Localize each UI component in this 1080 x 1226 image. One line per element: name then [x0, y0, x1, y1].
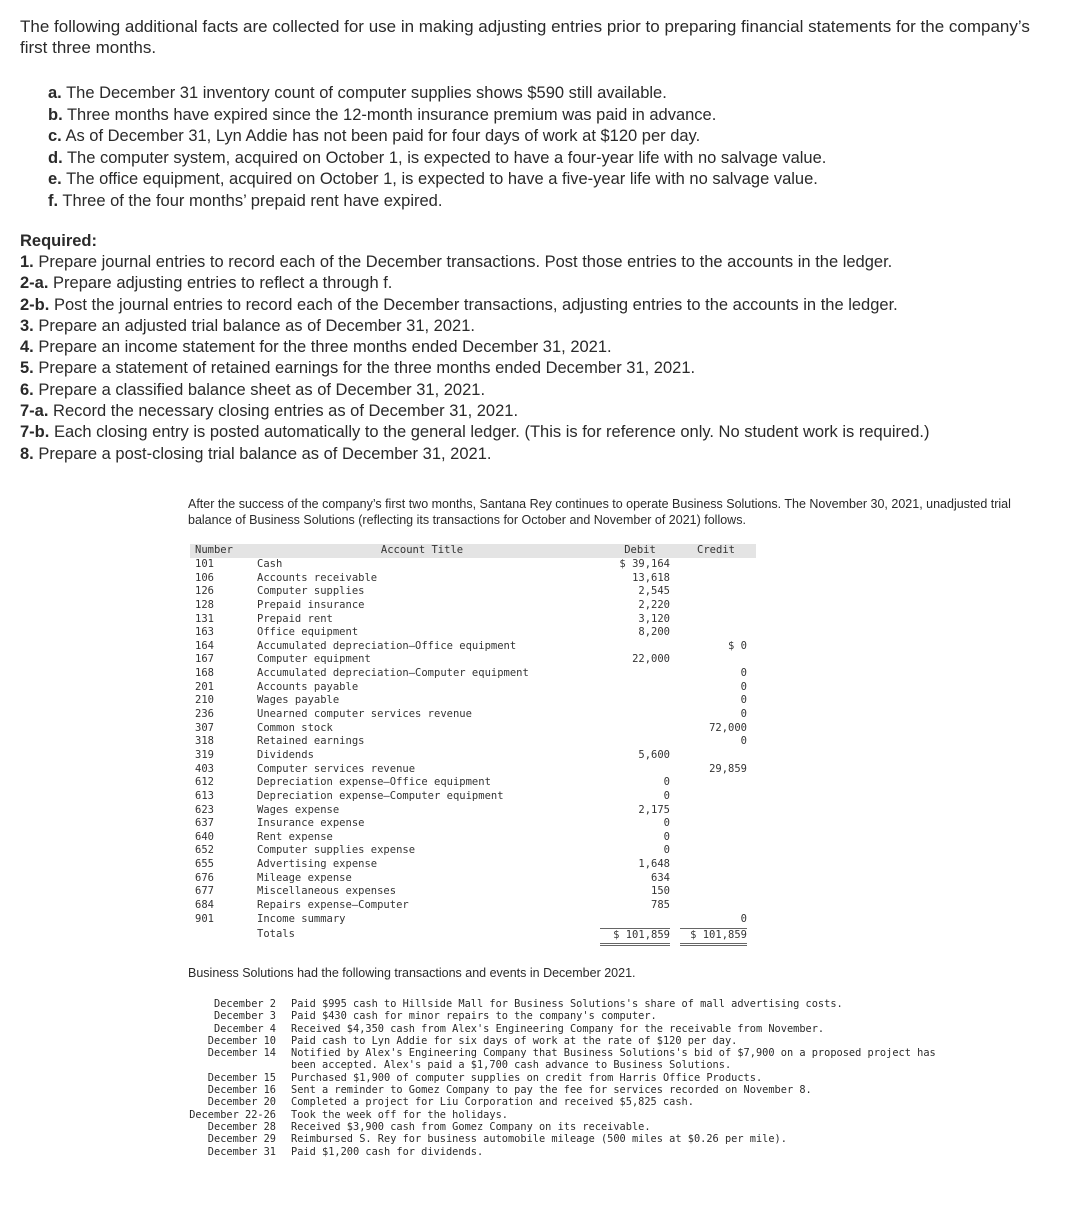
required-number: 1. [20, 253, 34, 271]
fact-letter: d. [48, 148, 63, 167]
debit-amount: 2,175 [638, 803, 670, 816]
account-number: 236 [195, 708, 214, 721]
transaction-item [186, 1146, 1066, 1158]
debit-amount: 634 [651, 871, 670, 884]
fact-text: As of December 31, Lyn Addie has not been paid for four days of work at $120 per day. [65, 127, 701, 145]
table-row [190, 804, 756, 818]
debit-amount: 0 [663, 789, 670, 802]
fact-item [48, 191, 826, 213]
account-title: Computer equipment [257, 653, 371, 666]
table-row [190, 817, 756, 831]
account-number: 126 [195, 585, 214, 598]
account-title: Advertising expense [257, 858, 378, 871]
trial-balance-totals-row [190, 928, 756, 942]
account-number: 318 [195, 735, 214, 748]
fact-text: Three of the four months’ prepaid rent have expired. [62, 191, 443, 210]
transaction-text: Received $4,350 cash from Alex's Engineering Company for the receivable from November. [291, 1022, 825, 1035]
required-text: Prepare adjusting entries to reflect a through f. [53, 274, 393, 293]
transaction-item [186, 1072, 1066, 1084]
trial-balance-body [190, 558, 756, 926]
account-title: Mileage expense [257, 871, 352, 884]
table-row [190, 626, 756, 640]
table-row [190, 749, 756, 763]
required-text: Prepare a post-closing trial balance as of December 31, 2021. [38, 444, 492, 463]
account-title: Accumulated depreciation—Office equipment [257, 639, 517, 652]
required-number: 8. [20, 444, 34, 463]
header-credit: Credit [697, 544, 735, 556]
account-title: Common stock [257, 721, 333, 734]
debit-amount: 22,000 [632, 653, 670, 666]
transaction-date: December 4 [214, 1022, 276, 1035]
required-item [20, 380, 1070, 401]
required-number: 5. [20, 359, 34, 378]
required-number: 6. [20, 380, 34, 399]
account-title: Office equipment [257, 626, 359, 639]
transaction-text: Purchased $1,900 of computer supplies on credit from Harris Office Products. [291, 1071, 763, 1084]
required-item [20, 358, 1070, 379]
table-row [190, 681, 756, 695]
transaction-date: December 16 [207, 1084, 276, 1097]
required-number: 3. [20, 316, 34, 335]
transaction-item [186, 1084, 1066, 1096]
credit-amount: 0 [740, 735, 747, 748]
required-number: 4. [20, 338, 34, 357]
trial-balance-intro: After the success of the company’s first two months, Santana Rey continues to operate Business Solutions. The November 30, 2021, unadjusted trial balance of Business Solutions (reflecting its transactions for October and November of 2021) follows. [188, 497, 1011, 527]
account-number: 101 [195, 558, 214, 570]
transaction-text: Paid cash to Lyn Addie for six days of work at the rate of $120 per day. [291, 1034, 738, 1047]
debit-amount: 0 [663, 844, 670, 857]
transaction-date: December 20 [207, 1096, 276, 1109]
required-text: Prepare a statement of retained earnings for the three months ended December 31, 2021. [38, 359, 696, 378]
required-item [20, 422, 1070, 443]
account-number: 168 [195, 667, 214, 680]
required-item [20, 273, 1070, 294]
transaction-item [186, 1035, 1066, 1047]
table-row [190, 899, 756, 913]
account-title: Cash [257, 558, 283, 570]
account-number: 319 [195, 748, 214, 761]
account-title: Insurance expense [257, 817, 365, 830]
transaction-date: December 2 [214, 998, 276, 1010]
header-debit: Debit [624, 544, 656, 556]
account-number: 901 [195, 912, 214, 925]
transaction-item [186, 1010, 1066, 1022]
transaction-item [186, 1109, 1066, 1121]
account-number: 128 [195, 598, 214, 611]
account-title: Accounts receivable [257, 571, 378, 584]
account-number: 652 [195, 844, 214, 857]
required-text: Prepare a classified balance sheet as of December 31, 2021. [38, 380, 486, 399]
account-title: Depreciation expense—Office equipment [257, 776, 491, 789]
debit-amount: 3,120 [638, 612, 670, 625]
account-title: Accumulated depreciation—Computer equipment [257, 667, 529, 680]
required-item [20, 337, 1070, 358]
table-row [190, 913, 756, 927]
fact-item [48, 148, 826, 170]
account-number: 640 [195, 830, 214, 843]
table-row [190, 708, 756, 722]
adjusting-facts-list [48, 83, 826, 212]
transaction-date: December 15 [207, 1071, 276, 1084]
debit-amount: $ 39,164 [619, 558, 670, 570]
fact-letter: e. [48, 170, 62, 188]
table-row [190, 885, 756, 899]
credit-amount: 29,859 [709, 762, 747, 775]
debit-amount: 2,220 [638, 598, 670, 611]
required-number: 7-b. [20, 423, 50, 442]
debit-amount: 5,600 [638, 748, 670, 761]
required-item [20, 444, 1070, 465]
fact-item [48, 105, 826, 127]
account-title: Prepaid rent [257, 612, 333, 625]
table-row [190, 763, 756, 777]
required-text: Prepare an income statement for the three months ended December 31, 2021. [38, 338, 612, 357]
required-item [20, 295, 1070, 316]
table-row [190, 844, 756, 858]
required-heading: Required: [20, 232, 98, 250]
transaction-item [186, 1133, 1066, 1145]
transactions-list [186, 998, 1066, 1158]
table-row [190, 640, 756, 654]
account-number: 164 [195, 639, 214, 652]
account-number: 210 [195, 694, 214, 707]
table-row [190, 653, 756, 667]
credit-amount: 0 [740, 912, 747, 925]
totals-debit: $ 101,859 [600, 928, 670, 946]
account-number: 613 [195, 789, 214, 802]
credit-amount: 0 [740, 694, 747, 707]
fact-item [48, 126, 826, 148]
transaction-text: Reimbursed S. Rey for business automobile mileage (500 miles at $0.26 per mile). [291, 1133, 787, 1146]
transaction-text: Completed a project for Liu Corporation and received $5,825 cash. [291, 1096, 694, 1109]
intro-paragraph: The following additional facts are collected for use in making adjusting entries prior to preparing financial statements for the company’s first three months. [20, 17, 1030, 57]
credit-amount: 0 [740, 667, 747, 680]
fact-letter: b. [48, 105, 63, 124]
transaction-date: December 14 [207, 1047, 276, 1060]
transaction-date: December 31 [207, 1145, 276, 1158]
debit-amount: 1,648 [638, 858, 670, 871]
transaction-date: December 3 [214, 1010, 276, 1023]
table-row [190, 776, 756, 790]
table-row [190, 694, 756, 708]
required-text: Prepare an adjusted trial balance as of December 31, 2021. [38, 316, 475, 335]
account-number: 677 [195, 885, 214, 898]
account-title: Computer services revenue [257, 762, 416, 775]
account-number: 167 [195, 653, 214, 666]
account-title: Income summary [257, 912, 346, 925]
transaction-text-continued: been accepted. Alex's paid a $1,700 cash advance to Business Solutions. [291, 1059, 732, 1072]
debit-amount: 150 [651, 885, 670, 898]
debit-amount: 0 [663, 817, 670, 830]
transaction-text: Paid $1,200 cash for dividends. [291, 1145, 484, 1158]
table-row [190, 790, 756, 804]
account-number: 655 [195, 858, 214, 871]
account-title: Computer supplies [257, 585, 365, 598]
totals-label: Totals [257, 928, 295, 941]
required-item [20, 401, 1070, 422]
debit-amount: 0 [663, 776, 670, 789]
debit-amount: 8,200 [638, 626, 670, 639]
required-item [20, 316, 1070, 337]
account-title: Miscellaneous expenses [257, 885, 397, 898]
transaction-date: December 29 [207, 1133, 276, 1146]
transaction-item [186, 998, 1066, 1010]
transaction-item [186, 1023, 1066, 1035]
transaction-text: Took the week off for the holidays. [291, 1108, 508, 1121]
transaction-text: Sent a reminder to Gomez Company to pay the fee for services recorded on November 8. [291, 1084, 812, 1097]
required-number: 7-a. [20, 402, 49, 421]
debit-amount: 2,545 [638, 585, 670, 598]
account-number: 612 [195, 776, 214, 789]
table-row [190, 722, 756, 736]
account-title: Wages expense [257, 803, 340, 816]
debit-amount: 0 [663, 830, 670, 843]
account-number: 201 [195, 680, 214, 693]
table-row [190, 858, 756, 872]
credit-amount: 72,000 [709, 721, 747, 734]
account-number: 676 [195, 871, 214, 884]
fact-text: The office equipment, acquired on October 1, is expected to have a five-year life with no salvage value. [66, 170, 818, 188]
transaction-item [186, 1096, 1066, 1108]
account-number: 163 [195, 626, 214, 639]
required-number: 2-b. [20, 295, 50, 314]
fact-letter: c. [48, 127, 62, 145]
transaction-item [186, 1047, 1066, 1072]
table-row [190, 831, 756, 845]
fact-item [48, 83, 826, 105]
header-number: Number [195, 544, 233, 556]
transaction-date: December 10 [207, 1034, 276, 1047]
table-row [190, 613, 756, 627]
account-title: Dividends [257, 748, 314, 761]
account-title: Retained earnings [257, 735, 365, 748]
transaction-date: December 22-26 [189, 1108, 276, 1121]
debit-amount: 785 [651, 899, 670, 912]
account-title: Accounts payable [257, 680, 359, 693]
account-title: Repairs expense—Computer [257, 899, 409, 912]
credit-amount: 0 [740, 680, 747, 693]
account-title: Unearned computer services revenue [257, 708, 472, 721]
account-number: 307 [195, 721, 214, 734]
account-number: 684 [195, 899, 214, 912]
totals-credit: $ 101,859 [680, 928, 747, 946]
fact-letter: a. [48, 84, 62, 102]
fact-text: The December 31 inventory count of computer supplies shows $590 still available. [66, 84, 667, 102]
transaction-item [186, 1121, 1066, 1133]
account-title: Computer supplies expense [257, 844, 416, 857]
account-number: 637 [195, 817, 214, 830]
debit-amount: 13,618 [632, 571, 670, 584]
account-title: Depreciation expense—Computer equipment [257, 789, 504, 802]
table-row [190, 585, 756, 599]
required-text: Prepare journal entries to record each of the December transactions. Post those entries to the accounts in the ledger. [38, 253, 893, 271]
fact-letter: f. [48, 191, 59, 210]
transaction-date: December 28 [207, 1120, 276, 1133]
header-account-title: Account Title [380, 544, 464, 556]
account-title: Wages payable [257, 694, 340, 707]
credit-amount: $ 0 [728, 639, 747, 652]
transaction-text: Received $3,900 cash from Gomez Company on its receivable. [291, 1120, 651, 1133]
transaction-text: Notified by Alex's Engineering Company that Business Solutions's bid of $7,900 on a proposed project has [291, 1047, 936, 1060]
required-text: Record the necessary closing entries as of December 31, 2021. [53, 402, 519, 421]
required-text: Each closing entry is posted automatically to the general ledger. (This is for reference only. No student work is required.) [53, 423, 930, 442]
transaction-text: Paid $430 cash for minor repairs to the company's computer. [291, 1010, 657, 1023]
required-item [20, 252, 1070, 273]
account-number: 403 [195, 762, 214, 775]
table-row [190, 599, 756, 613]
table-row [190, 667, 756, 681]
account-title: Rent expense [257, 830, 333, 843]
fact-text: The computer system, acquired on October 1, is expected to have a four-year life with no salvage value. [66, 148, 827, 167]
fact-item [48, 169, 826, 191]
fact-text: Three months have expired since the 12-month insurance premium was paid in advance. [66, 105, 717, 124]
required-text: Post the journal entries to record each of the December transactions, adjusting entries to the accounts in the ledger. [53, 295, 898, 314]
table-row [190, 572, 756, 586]
transaction-text: Paid $995 cash to Hillside Mall for Business Solutions's share of mall advertising costs. [291, 998, 843, 1010]
table-row [190, 558, 756, 572]
table-row [190, 735, 756, 749]
required-number: 2-a. [20, 274, 49, 293]
account-title: Prepaid insurance [257, 598, 365, 611]
required-list [20, 252, 1070, 465]
trial-balance-table [190, 544, 756, 942]
account-number: 131 [195, 612, 214, 625]
transactions-intro: Business Solutions had the following transactions and events in December 2021. [188, 966, 636, 980]
table-row [190, 872, 756, 886]
credit-amount: 0 [740, 708, 747, 721]
account-number: 623 [195, 803, 214, 816]
account-number: 106 [195, 571, 214, 584]
trial-balance-header-row [190, 544, 756, 558]
